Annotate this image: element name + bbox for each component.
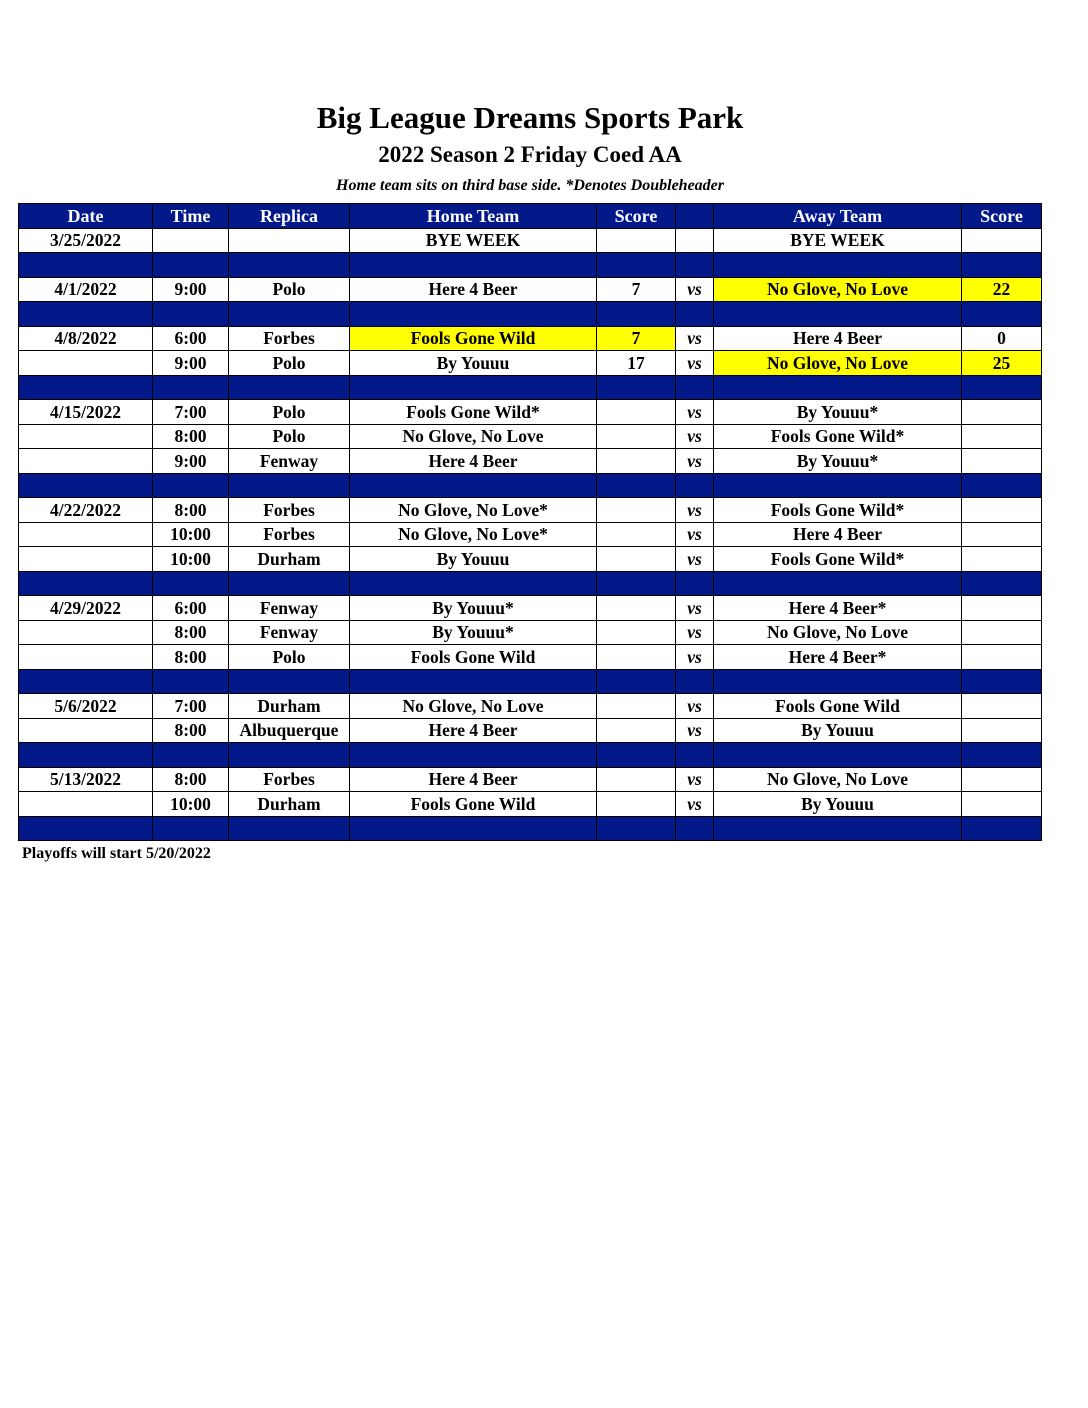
- separator-row: [19, 816, 1042, 841]
- separator-cell: [714, 375, 962, 400]
- table-row: [19, 792, 1042, 817]
- vs-cell: vs: [676, 547, 714, 572]
- date-cell: [19, 449, 153, 474]
- home-team-cell: No Glove, No Love*: [350, 522, 597, 547]
- separator-cell: [19, 375, 153, 400]
- date-cell: [19, 424, 153, 449]
- away-team-cell: Fools Gone Wild: [714, 694, 962, 719]
- home-score-cell: [597, 596, 676, 621]
- table-row: [19, 351, 1042, 376]
- away-team-cell: Fools Gone Wild*: [714, 424, 962, 449]
- replica-cell: Forbes: [229, 498, 350, 523]
- away-team-cell: No Glove, No Love: [714, 277, 962, 302]
- separator-cell: [153, 375, 229, 400]
- vs-cell: vs: [676, 792, 714, 817]
- home-score-cell: [597, 498, 676, 523]
- home-team-cell: By Youuu: [350, 351, 597, 376]
- time-cell: 9:00: [153, 351, 229, 376]
- home-team-cell: Here 4 Beer: [350, 718, 597, 743]
- away-score-cell: [962, 449, 1042, 474]
- separator-cell: [597, 816, 676, 841]
- replica-cell: Forbes: [229, 326, 350, 351]
- away-score-cell: [962, 718, 1042, 743]
- vs-cell: vs: [676, 694, 714, 719]
- separator-cell: [153, 473, 229, 498]
- separator-cell: [962, 816, 1042, 841]
- separator-row: [19, 571, 1042, 596]
- separator-cell: [153, 743, 229, 768]
- away-team-cell: Fools Gone Wild*: [714, 498, 962, 523]
- home-score-cell: [597, 547, 676, 572]
- vs-cell: vs: [676, 351, 714, 376]
- time-cell: 10:00: [153, 547, 229, 572]
- separator-cell: [676, 743, 714, 768]
- replica-cell: Polo: [229, 351, 350, 376]
- home-team-cell: No Glove, No Love*: [350, 498, 597, 523]
- schedule-body: [19, 228, 1042, 841]
- date-cell: [19, 620, 153, 645]
- separator-cell: [19, 253, 153, 278]
- separator-cell: [714, 743, 962, 768]
- separator-cell: [676, 816, 714, 841]
- separator-cell: [350, 816, 597, 841]
- home-score-cell: [597, 645, 676, 670]
- table-row: [19, 449, 1042, 474]
- home-score-cell: [597, 424, 676, 449]
- home-score-cell: [597, 694, 676, 719]
- col-header-vs: [676, 204, 714, 229]
- separator-cell: [597, 253, 676, 278]
- away-team-cell: By Youuu*: [714, 400, 962, 425]
- home-team-cell: BYE WEEK: [350, 228, 597, 253]
- replica-cell: Polo: [229, 424, 350, 449]
- separator-cell: [714, 571, 962, 596]
- separator-cell: [153, 669, 229, 694]
- away-team-cell: Here 4 Beer: [714, 522, 962, 547]
- separator-cell: [153, 571, 229, 596]
- replica-cell: Durham: [229, 792, 350, 817]
- home-score-cell: [597, 449, 676, 474]
- vs-cell: vs: [676, 449, 714, 474]
- separator-cell: [962, 473, 1042, 498]
- separator-cell: [597, 473, 676, 498]
- home-score-cell: [597, 400, 676, 425]
- table-row: [19, 228, 1042, 253]
- time-cell: 8:00: [153, 498, 229, 523]
- table-row: [19, 522, 1042, 547]
- away-team-cell: By Youuu*: [714, 449, 962, 474]
- table-row: [19, 767, 1042, 792]
- vs-cell: vs: [676, 620, 714, 645]
- time-cell: 8:00: [153, 767, 229, 792]
- col-header-time: Time: [153, 204, 229, 229]
- replica-cell: Fenway: [229, 596, 350, 621]
- replica-cell: Albuquerque: [229, 718, 350, 743]
- col-header-home-score: Score: [597, 204, 676, 229]
- table-row: [19, 498, 1042, 523]
- page-subtitle: 2022 Season 2 Friday Coed AA: [378, 142, 682, 167]
- separator-cell: [19, 669, 153, 694]
- playoffs-footnote: Playoffs will start 5/20/2022: [22, 845, 211, 862]
- separator-cell: [350, 253, 597, 278]
- separator-cell: [714, 816, 962, 841]
- date-cell: 5/13/2022: [19, 767, 153, 792]
- away-score-cell: [962, 522, 1042, 547]
- home-team-cell: Fools Gone Wild: [350, 326, 597, 351]
- col-header-away-team: Away Team: [714, 204, 962, 229]
- separator-cell: [350, 473, 597, 498]
- home-score-cell: [597, 792, 676, 817]
- separator-cell: [350, 743, 597, 768]
- separator-cell: [676, 571, 714, 596]
- separator-cell: [962, 743, 1042, 768]
- replica-cell: Forbes: [229, 767, 350, 792]
- time-cell: 8:00: [153, 645, 229, 670]
- separator-cell: [962, 375, 1042, 400]
- separator-cell: [714, 302, 962, 327]
- away-score-cell: [962, 424, 1042, 449]
- separator-row: [19, 743, 1042, 768]
- away-team-cell: No Glove, No Love: [714, 620, 962, 645]
- table-row: [19, 645, 1042, 670]
- separator-cell: [714, 473, 962, 498]
- home-team-cell: Fools Gone Wild: [350, 645, 597, 670]
- separator-cell: [153, 302, 229, 327]
- date-cell: [19, 547, 153, 572]
- replica-cell: [229, 228, 350, 253]
- home-team-cell: No Glove, No Love: [350, 694, 597, 719]
- separator-cell: [714, 669, 962, 694]
- schedule-table: [18, 203, 1042, 841]
- vs-cell: vs: [676, 645, 714, 670]
- away-team-cell: Here 4 Beer*: [714, 596, 962, 621]
- vs-cell: vs: [676, 326, 714, 351]
- home-score-cell: [597, 718, 676, 743]
- replica-cell: Durham: [229, 694, 350, 719]
- date-cell: [19, 792, 153, 817]
- away-team-cell: Fools Gone Wild*: [714, 547, 962, 572]
- home-team-cell: Here 4 Beer: [350, 449, 597, 474]
- home-score-cell: 7: [597, 326, 676, 351]
- date-cell: 4/29/2022: [19, 596, 153, 621]
- home-score-cell: 17: [597, 351, 676, 376]
- vs-cell: vs: [676, 498, 714, 523]
- vs-cell: vs: [676, 277, 714, 302]
- date-cell: [19, 645, 153, 670]
- time-cell: 7:00: [153, 400, 229, 425]
- separator-cell: [229, 743, 350, 768]
- separator-cell: [229, 571, 350, 596]
- away-score-cell: [962, 694, 1042, 719]
- away-score-cell: 22: [962, 277, 1042, 302]
- home-score-cell: [597, 620, 676, 645]
- time-cell: 7:00: [153, 694, 229, 719]
- away-score-cell: [962, 620, 1042, 645]
- date-cell: [19, 718, 153, 743]
- away-score-cell: [962, 596, 1042, 621]
- time-cell: [153, 228, 229, 253]
- replica-cell: Forbes: [229, 522, 350, 547]
- away-team-cell: BYE WEEK: [714, 228, 962, 253]
- separator-cell: [229, 375, 350, 400]
- table-row: [19, 547, 1042, 572]
- separator-cell: [19, 473, 153, 498]
- date-cell: 4/22/2022: [19, 498, 153, 523]
- separator-cell: [229, 816, 350, 841]
- separator-cell: [962, 669, 1042, 694]
- away-score-cell: [962, 767, 1042, 792]
- away-team-cell: By Youuu: [714, 792, 962, 817]
- header-note: Home team sits on third base side. *Denotes Doubleheader: [336, 177, 724, 194]
- separator-cell: [153, 816, 229, 841]
- home-team-cell: By Youuu*: [350, 596, 597, 621]
- home-team-cell: Fools Gone Wild: [350, 792, 597, 817]
- away-team-cell: No Glove, No Love: [714, 767, 962, 792]
- separator-cell: [676, 302, 714, 327]
- time-cell: 9:00: [153, 449, 229, 474]
- away-team-cell: By Youuu: [714, 718, 962, 743]
- table-row: [19, 424, 1042, 449]
- separator-cell: [350, 375, 597, 400]
- date-cell: 4/15/2022: [19, 400, 153, 425]
- away-team-cell: Here 4 Beer: [714, 326, 962, 351]
- vs-cell: [676, 228, 714, 253]
- col-header-date: Date: [19, 204, 153, 229]
- separator-cell: [962, 253, 1042, 278]
- separator-cell: [597, 669, 676, 694]
- separator-cell: [597, 571, 676, 596]
- table-row: [19, 400, 1042, 425]
- separator-cell: [19, 571, 153, 596]
- replica-cell: Polo: [229, 645, 350, 670]
- time-cell: 6:00: [153, 596, 229, 621]
- separator-cell: [676, 253, 714, 278]
- separator-cell: [229, 473, 350, 498]
- time-cell: 10:00: [153, 792, 229, 817]
- separator-cell: [229, 302, 350, 327]
- away-score-cell: [962, 400, 1042, 425]
- home-score-cell: [597, 522, 676, 547]
- time-cell: 9:00: [153, 277, 229, 302]
- home-score-cell: 7: [597, 277, 676, 302]
- separator-cell: [19, 302, 153, 327]
- separator-cell: [597, 375, 676, 400]
- separator-row: [19, 375, 1042, 400]
- away-score-cell: [962, 498, 1042, 523]
- home-team-cell: By Youuu*: [350, 620, 597, 645]
- replica-cell: Fenway: [229, 449, 350, 474]
- time-cell: 8:00: [153, 620, 229, 645]
- separator-cell: [350, 302, 597, 327]
- separator-cell: [229, 669, 350, 694]
- date-cell: 4/1/2022: [19, 277, 153, 302]
- col-header-replica: Replica: [229, 204, 350, 229]
- separator-cell: [597, 743, 676, 768]
- vs-cell: vs: [676, 400, 714, 425]
- vs-cell: vs: [676, 596, 714, 621]
- home-score-cell: [597, 767, 676, 792]
- table-row: [19, 277, 1042, 302]
- separator-cell: [676, 473, 714, 498]
- replica-cell: Polo: [229, 277, 350, 302]
- table-row: [19, 326, 1042, 351]
- home-team-cell: Fools Gone Wild*: [350, 400, 597, 425]
- col-header-home-team: Home Team: [350, 204, 597, 229]
- page-title: Big League Dreams Sports Park: [316, 100, 744, 135]
- table-row: [19, 620, 1042, 645]
- away-score-cell: 0: [962, 326, 1042, 351]
- date-cell: 3/25/2022: [19, 228, 153, 253]
- separator-cell: [962, 571, 1042, 596]
- home-team-cell: Here 4 Beer: [350, 277, 597, 302]
- table-row: [19, 596, 1042, 621]
- separator-row: [19, 302, 1042, 327]
- separator-row: [19, 253, 1042, 278]
- home-score-cell: [597, 228, 676, 253]
- separator-cell: [19, 743, 153, 768]
- separator-cell: [19, 816, 153, 841]
- replica-cell: Fenway: [229, 620, 350, 645]
- home-team-cell: Here 4 Beer: [350, 767, 597, 792]
- away-score-cell: 25: [962, 351, 1042, 376]
- table-row: [19, 694, 1042, 719]
- home-team-cell: By Youuu: [350, 547, 597, 572]
- separator-cell: [153, 253, 229, 278]
- away-team-cell: Here 4 Beer*: [714, 645, 962, 670]
- vs-cell: vs: [676, 767, 714, 792]
- date-cell: [19, 351, 153, 376]
- date-cell: 4/8/2022: [19, 326, 153, 351]
- replica-cell: Durham: [229, 547, 350, 572]
- time-cell: 8:00: [153, 718, 229, 743]
- away-score-cell: [962, 645, 1042, 670]
- home-team-cell: No Glove, No Love: [350, 424, 597, 449]
- separator-cell: [350, 669, 597, 694]
- separator-cell: [597, 302, 676, 327]
- time-cell: 6:00: [153, 326, 229, 351]
- time-cell: 10:00: [153, 522, 229, 547]
- separator-cell: [962, 302, 1042, 327]
- date-cell: [19, 522, 153, 547]
- away-score-cell: [962, 547, 1042, 572]
- separator-cell: [714, 253, 962, 278]
- separator-row: [19, 473, 1042, 498]
- away-score-cell: [962, 228, 1042, 253]
- away-team-cell: No Glove, No Love: [714, 351, 962, 376]
- vs-cell: vs: [676, 718, 714, 743]
- time-cell: 8:00: [153, 424, 229, 449]
- col-header-away-score: Score: [962, 204, 1042, 229]
- separator-cell: [676, 375, 714, 400]
- vs-cell: vs: [676, 522, 714, 547]
- date-cell: 5/6/2022: [19, 694, 153, 719]
- table-row: [19, 718, 1042, 743]
- separator-cell: [676, 669, 714, 694]
- separator-cell: [229, 253, 350, 278]
- separator-cell: [350, 571, 597, 596]
- replica-cell: Polo: [229, 400, 350, 425]
- separator-row: [19, 669, 1042, 694]
- away-score-cell: [962, 792, 1042, 817]
- table-header-row: [19, 204, 1042, 229]
- vs-cell: vs: [676, 424, 714, 449]
